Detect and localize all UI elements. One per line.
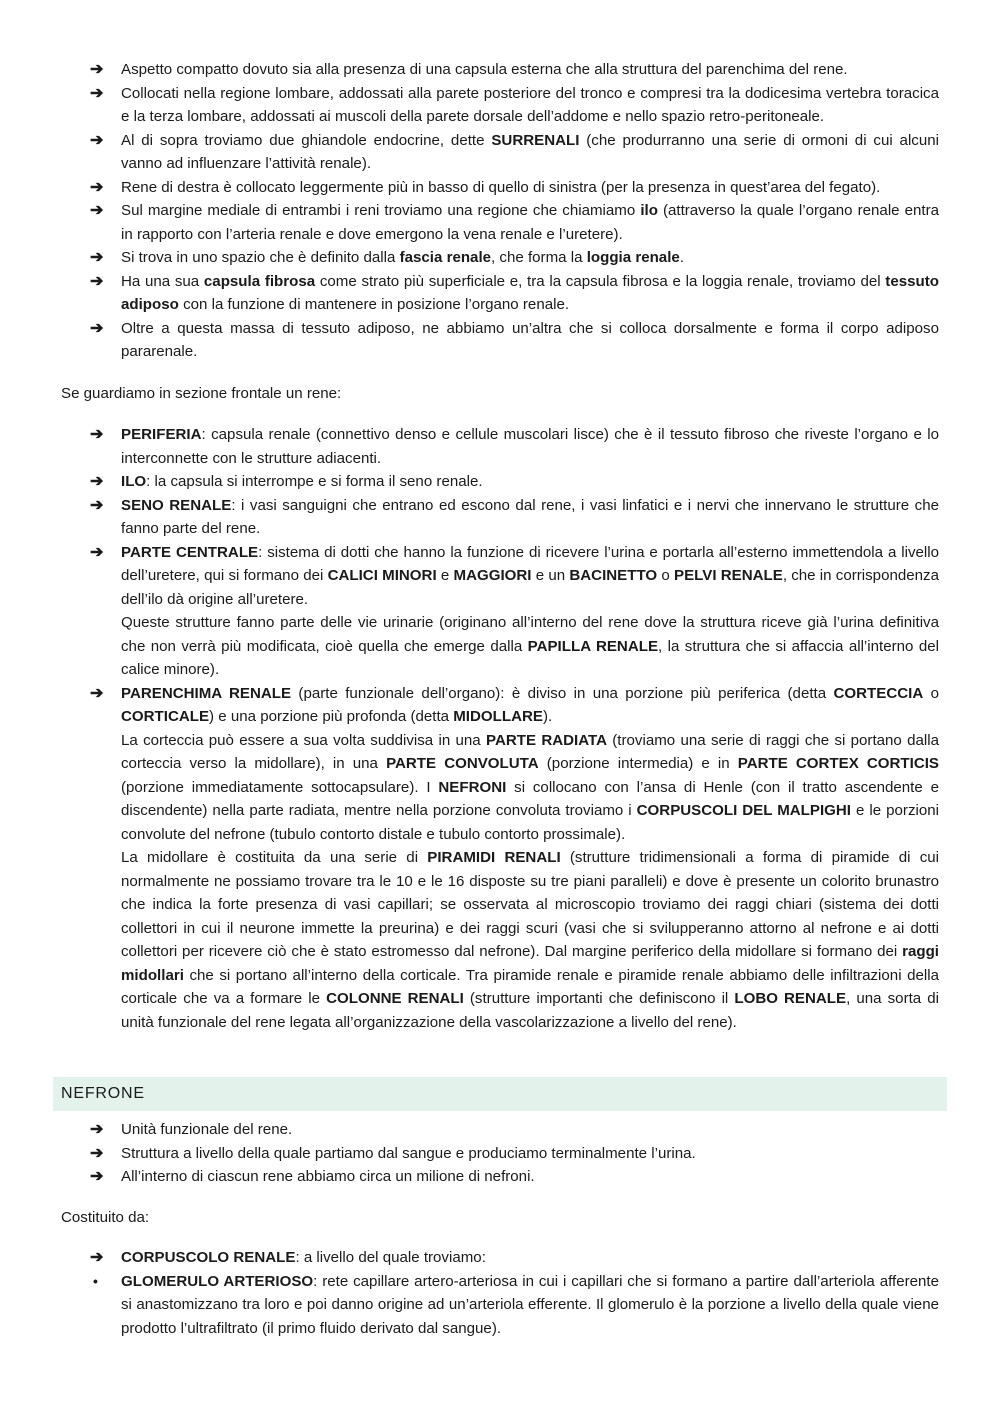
- text-run: o: [657, 567, 675, 584]
- bold-text: CORTICALE: [121, 708, 210, 725]
- item-paragraph: [121, 1118, 939, 1142]
- item-paragraph: [121, 176, 939, 200]
- list-item: [0, 199, 1000, 246]
- paragraph-costituito: Costituito da:: [61, 1209, 150, 1226]
- text-run: e le porzioni convolute del nefrone (tubulo contorto distale e tubulo contorto prossimale).: [121, 802, 939, 843]
- bold-text: MIDOLLARE: [453, 708, 543, 725]
- bold-text: BACINETTO: [569, 567, 658, 584]
- text-run: , la struttura che si affaccia all’interno del calice minore).: [121, 637, 940, 678]
- text-run: : la capsula si interrompe e si forma il seno renale.: [146, 473, 483, 490]
- text-run: ).: [542, 708, 553, 725]
- text-run: si collocano con l’ansa di Henle (con il tratto ascendente e discendente) nella parte radiata, mentre nella porzione convoluta troviamo i: [121, 778, 939, 819]
- list-item: [0, 1142, 1000, 1166]
- list-item: [0, 1165, 1000, 1189]
- bold-text: PARTE CONVOLUTA: [386, 755, 539, 772]
- text-run: Si trova in uno spazio che è definito dalla: [121, 249, 400, 266]
- arrow-icon: ➔: [90, 84, 104, 102]
- arrow-icon: ➔: [90, 1249, 104, 1266]
- item-paragraph: [121, 246, 939, 270]
- section-heading-wrapper: [0, 1077, 1000, 1111]
- list-item: [0, 541, 1000, 682]
- bold-text: loggia renale: [586, 249, 680, 266]
- text-run: : a livello del quale troviamo:: [295, 1249, 486, 1266]
- list-item: [0, 82, 1000, 129]
- text-run: e: [436, 567, 454, 584]
- bold-text: LOBO RENALE: [734, 990, 847, 1007]
- text-run: (troviamo una serie di raggi che si portano dalla corteccia verso la midollare), in una: [121, 731, 939, 772]
- arrow-icon: ➔: [90, 249, 104, 266]
- bold-text: MAGGIORI: [453, 567, 532, 584]
- nefrone-list: [0, 1118, 1000, 1189]
- text-run: : capsula renale (connettivo denso e cellule muscolari lisce) che è il tessuto fibroso che riveste l’organo e lo interconnette con le strutture adiacenti.: [121, 426, 939, 467]
- bold-text: raggi midollari: [121, 943, 939, 984]
- paragraph-sezione: Se guardiamo in sezione frontale un rene:: [61, 385, 342, 402]
- text-run: (parte funzionale dell’organo): è diviso in una porzione più periferica (detta: [291, 684, 834, 702]
- bold-text: GLOMERULO ARTERIOSO: [121, 1272, 314, 1290]
- item-paragraph: [121, 846, 939, 1034]
- arrow-icon: ➔: [90, 319, 104, 337]
- text-run: e un: [531, 567, 570, 584]
- text-run: , una sorta di unità funzionale del rene legata all’organizzazione della vascolarizzazione a livello del rene).: [121, 990, 940, 1031]
- bold-text: CALICI MINORI: [327, 567, 437, 584]
- bold-text: ilo: [640, 202, 658, 219]
- arrow-icon: ➔: [90, 61, 104, 78]
- text-run: Al di sopra troviamo due ghiandole endocrine, dette: [121, 131, 492, 149]
- arrow-icon: ➔: [90, 1168, 104, 1185]
- bold-text: CORPUSCOLO RENALE: [121, 1249, 296, 1266]
- text-run: : rete capillare artero-arteriosa in cui i capillari che si formano a partire dall’arteriola afferente si anastomizzano tra loro e poi danno origine ad un’arteriola efferente. Il glomerulo è la porzione a livello della quale viene prodotto l’ultrafiltrato (il primo fluido derivato dal sangue).: [121, 1272, 940, 1337]
- item-paragraph: [121, 470, 939, 494]
- bold-text: ILO: [121, 473, 147, 490]
- section-list: [0, 423, 1000, 1034]
- bold-text: tessuto adiposo: [121, 272, 939, 313]
- section-heading-nefrone: NEFRONE: [53, 1077, 947, 1111]
- bold-text: SURRENALI: [491, 131, 580, 149]
- bold-text: PIRAMIDI RENALI: [427, 849, 561, 866]
- text-run: (porzione intermedia) e in: [538, 755, 738, 772]
- text-run: (strutture tridimensionali a forma di piramide di cui normalmente ne possiamo trovare tra le 10 e le 16 disposte su tre piani paralleli) e dove è presente un colorito brunastro che indica la forte presenza di vasi capillari; se osservata al microscopio troviamo dei raggi chiari (sistema dei dotti collettori in cui il neurone immette la preurina) e dei raggi scuri (vasi che si svilupperanno attorno al nefrone e ai dotti collettori per ricevere ciò che è stato estromesso dal nefrone). Dal margine periferico della midollare si formano dei: [121, 849, 940, 960]
- bold-text: COLONNE RENALI: [326, 990, 464, 1007]
- item-paragraph: [121, 541, 939, 612]
- text-run: , che forma la: [491, 249, 587, 266]
- list-item: [0, 682, 1000, 1035]
- text-run: All’interno di ciascun rene abbiamo circa un milione di nefroni.: [121, 1168, 535, 1185]
- text-run: come strato più superficiale e, tra la capsula fibrosa e la loggia renale, troviamo del: [315, 272, 886, 290]
- text-run: Sul margine mediale di entrambi i reni troviamo una regione che chiamiamo: [121, 202, 641, 219]
- list-item: [0, 176, 1000, 200]
- text-run: Ha una sua: [121, 272, 204, 290]
- item-paragraph: [121, 129, 939, 176]
- arrow-icon: ➔: [90, 543, 104, 561]
- arrow-icon: ➔: [90, 131, 104, 149]
- bold-text: CORPUSCOLI DEL MALPIGHI: [636, 802, 851, 819]
- list-item: [0, 1246, 1000, 1270]
- item-paragraph: [121, 611, 939, 682]
- text-run: : sistema di dotti che hanno la funzione di ricevere l’urina e portarla all’esterno immettendola a livello dell’uretere, qui si formano dei: [121, 543, 940, 584]
- text-run: La midollare è costituita da una serie di: [121, 849, 428, 866]
- bold-text: CORTECCIA: [833, 684, 924, 702]
- bullet-icon: •: [93, 1272, 98, 1289]
- list-item: [0, 317, 1000, 364]
- bold-text: SENO RENALE: [121, 496, 232, 514]
- arrow-icon: ➔: [90, 1121, 104, 1138]
- list-item: [0, 423, 1000, 470]
- item-paragraph: [121, 82, 939, 129]
- text-run: Queste strutture fanno parte delle vie urinarie (originano all’interno del rene dove la struttura riceve già l’urina definitiva che non verrà più modificata, cioè quella che emerge dalla: [121, 614, 939, 655]
- item-paragraph: [121, 317, 939, 364]
- item-paragraph: [121, 729, 939, 847]
- bold-text: PARENCHIMA RENALE: [121, 684, 292, 702]
- intro-list: [0, 58, 1000, 364]
- text-run: con la funzione di mantenere in posizione l’organo renale.: [178, 296, 570, 313]
- arrow-icon: ➔: [90, 202, 104, 219]
- text-run: Aspetto compatto dovuto sia alla presenza di una capsula esterna che alla struttura del parenchima del rene.: [121, 61, 848, 78]
- text-run: .: [679, 249, 684, 266]
- item-paragraph: [121, 1270, 939, 1341]
- arrow-icon: ➔: [90, 426, 104, 443]
- arrow-icon: ➔: [90, 272, 104, 290]
- text-run: Unità funzionale del rene.: [121, 1121, 293, 1138]
- arrow-icon: ➔: [90, 178, 104, 196]
- bold-text: PERIFERIA: [121, 426, 202, 443]
- arrow-icon: ➔: [90, 473, 104, 490]
- item-paragraph: [121, 1165, 939, 1189]
- list-item: [0, 58, 1000, 82]
- item-paragraph: [121, 1142, 939, 1166]
- bold-text: PARTE CENTRALE: [121, 543, 259, 561]
- text-run: Collocati nella regione lombare, addossati alla parete posteriore del tronco e compresi tra la dodicesima vertebra toracica e la terza lombare, addossati ai muscoli della parete dorsale dell’addome e nello spazio retro-peritoneale.: [121, 84, 939, 125]
- text-run: Oltre a questa massa di tessuto adiposo, ne abbiamo un’altra che si colloca dorsalmente e forma il corpo adiposo pararenale.: [121, 319, 939, 360]
- list-item: [0, 1270, 1000, 1341]
- item-paragraph: [121, 270, 939, 317]
- list-item: [0, 246, 1000, 270]
- bold-text: PAPILLA RENALE: [527, 637, 659, 655]
- bold-text: fascia renale: [399, 249, 492, 266]
- item-paragraph: [121, 1246, 939, 1270]
- list-item: [0, 470, 1000, 494]
- bold-text: PELVI RENALE: [674, 567, 783, 584]
- item-paragraph: [121, 58, 939, 82]
- costituito-list: [0, 1246, 1000, 1340]
- list-item: [0, 494, 1000, 541]
- text-run: Struttura a livello della quale partiamo dal sangue e produciamo terminalmente l’urina.: [121, 1144, 696, 1162]
- list-item: [0, 1118, 1000, 1142]
- text-run: (porzione immediatamente sottocapsulare). I: [121, 778, 439, 796]
- item-paragraph: [121, 199, 939, 246]
- item-paragraph: [121, 423, 939, 470]
- bold-text: NEFRONI: [438, 778, 507, 796]
- bold-text: PARTE CORTEX CORTICIS: [737, 755, 939, 772]
- text-run: Rene di destra è collocato leggermente più in basso di quello di sinistra (per la presenza in quest’area del fegato).: [121, 178, 881, 196]
- text-run: (che produrranno una serie di ormoni di cui alcuni vanno ad influenzare l’attività renale).: [121, 131, 939, 172]
- arrow-icon: ➔: [90, 496, 104, 514]
- text-run: La corteccia può essere a sua volta suddivisa in una: [121, 731, 486, 749]
- text-run: : i vasi sanguigni che entrano ed escono dal rene, i vasi linfatici e i nervi che innervano le strutture che fanno parte del rene.: [121, 496, 939, 537]
- bold-text: PARTE RADIATA: [486, 731, 607, 749]
- text-run: , che in corrispondenza dell’ilo dà origine all’uretere.: [121, 567, 939, 608]
- item-paragraph: [121, 494, 939, 541]
- text-run: (attraverso la quale l’organo renale entra in rapporto con l’arteria renale e dove emergono la vena renale e l’uretere).: [121, 202, 939, 243]
- text-run: o: [923, 684, 940, 702]
- bold-text: capsula fibrosa: [203, 272, 316, 290]
- text-run: (strutture importanti che definiscono il: [463, 990, 735, 1007]
- item-paragraph: [121, 682, 939, 729]
- text-run: che si portano all’interno della corticale. Tra piramide renale e piramide renale abbiamo delle infiltrazioni della corticale che va a formare le: [121, 966, 939, 1007]
- list-item: [0, 129, 1000, 176]
- arrow-icon: ➔: [90, 1144, 104, 1162]
- list-item: [0, 270, 1000, 317]
- text-run: ) e una porzione più profonda (detta: [209, 708, 454, 725]
- arrow-icon: ➔: [90, 684, 104, 702]
